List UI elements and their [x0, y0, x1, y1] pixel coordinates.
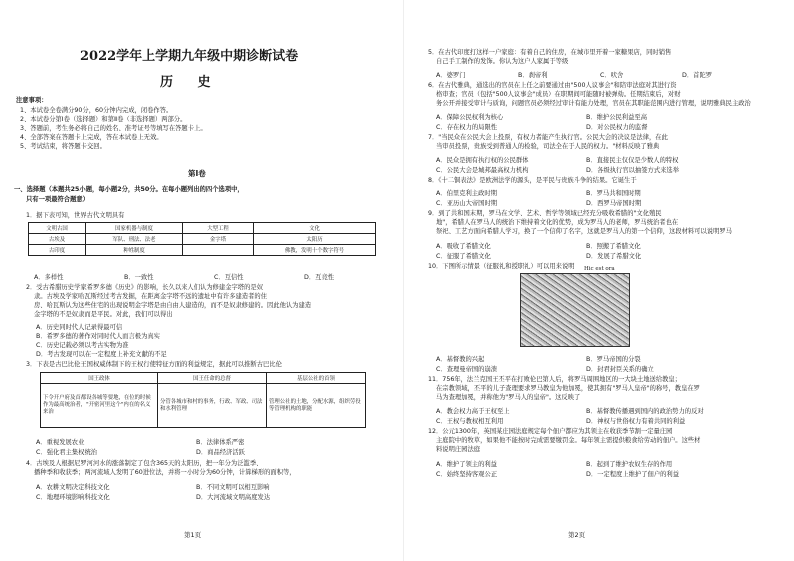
section-heading: 只有一项最符合题意）: [26, 196, 89, 203]
table-cell: 下令开户府及首都设各城等要地，在位的时候作为最高统治者，"开密河里这个"内在的名义来治: [41, 384, 158, 428]
table-cell: 分管各城市和村的事务，行政、军政、司法和水利管理: [158, 384, 267, 428]
exam-title: 2022学年上学期九年级中期诊断试卷: [80, 49, 299, 64]
table-cell: 管理公社的土地，分配水源，组织劳役等管理机构的职能: [267, 384, 366, 428]
table-cell: 军队、刑法、法老: [86, 234, 183, 245]
medieval-woodcut-image: [520, 273, 630, 347]
q1-stem: 1．据下表可知，世界古代文明具有: [26, 212, 125, 219]
q11-option-a: A．教会权力高于王权至上: [436, 408, 510, 415]
q3-option-b: B．法律体系严密: [196, 439, 245, 446]
q5-option-b: B．刹帝利: [518, 72, 548, 79]
q12-option-a: A．维护了领主的利益: [436, 461, 497, 468]
table-cell: 佛教，发明十个数字符号: [254, 245, 376, 256]
q8-option-d: D．西罗马帝国时期: [586, 200, 642, 207]
q7-option-c: C．公民大会是城邦最高权力机构: [436, 167, 529, 174]
q3-table: [40, 372, 366, 428]
q7-line: 7．"当民众在公民大会上投票，有权力者能产生执行官。公民大会的决议是法律，在此: [428, 134, 668, 141]
q7-line: 当审员投票，贵族受到普通人的检验，司法全在于人民的权力。"材料反映了雅典: [436, 143, 660, 150]
q3-option-a: A．重视发展农业: [36, 439, 85, 446]
q4-option-b: B．不同文明可以相互影响: [196, 484, 270, 491]
q6-option-a: A．保障公民权利为核心: [436, 114, 504, 121]
table-header: 大型工程: [183, 223, 254, 234]
q11-option-c: C．王权与教权相互利用: [436, 418, 504, 425]
q11-line: 马为查理加冕，并称他为"罗马人的皇帝"。这反映了: [436, 394, 581, 401]
q3-stem: 3．下表是古巴比伦王国权威体制下的王权行使特征方面的利益规定，据此可以推断古巴比伦: [26, 361, 282, 368]
q9-option-c: C．征服了希腊文化: [436, 253, 491, 260]
q9-line: 祭祀、工艺方面向希腊人学习，换了一个信仰了名字，这就是罗马人的第一个信仰，这段材料可以说明罗马: [436, 228, 732, 235]
page-divider: [403, 0, 404, 561]
q4-option-c: C．地理环境影响科技文化: [36, 494, 110, 501]
q2-option-d: D．考古发现可以在一定程度上补充文献的不足: [36, 351, 167, 358]
q12-line: 12．公元1300年，英国某庄园法庭规定每个佃户都应为其领主在收获季节割一定量庄园: [428, 428, 673, 435]
q7-option-b: B．直接民主仅仅是少数人的特权: [586, 157, 679, 164]
q4-line: 4．古埃及人根据尼罗河河水的涨落制定了包含365天的太阳历，把一年分为泛滥季、: [26, 460, 263, 467]
q6-line: 6．在古代雅典，通选出的官员在上任之前要通过由"500人议事会"和陪审法庭对其进行资: [428, 82, 677, 89]
q6-option-b: B．维护公民利益至高: [586, 114, 647, 121]
q5-line: 自己手工制作的发饰。你认为这户人家属于等级: [436, 58, 569, 65]
q10-option-d: D．封君封臣关系的确立: [586, 366, 654, 373]
figure-caption: Hic est ora: [584, 266, 615, 272]
q4-line: 播种季和收获季；两河流域人发明了60进位法，并将一小时分为60分钟，计算梯形的面积等，: [34, 469, 296, 476]
q1-option-a: A．多样性: [34, 274, 64, 281]
table-header: 国王政体: [41, 373, 158, 384]
q1-option-d: D．互竞性: [304, 274, 335, 281]
q5-option-d: D．首陀罗: [682, 72, 713, 79]
q6-line: 格审查；官员（包括"500人议事会"成员）在职期间可能随时被弹劾。任期结束后，对财: [436, 91, 681, 98]
q2-line: 房、哈瓦斯认为这些住宅的出现说明金字塔是由自由人建造的，而不是奴隶修建的。因此他认为建造: [34, 302, 312, 309]
q8-option-b: B．罗马共和国时期: [586, 190, 641, 197]
part-heading: 第Ⅰ卷: [188, 169, 206, 178]
table-cell: 太阳历: [254, 234, 376, 245]
q2-line: 2．受古希腊历史学家希罗多德《历史》的影响，长久以来人们认为修建金字塔的是奴: [26, 284, 263, 291]
q4-option-d: D．大河流域文明高度发达: [196, 494, 271, 501]
q8-option-c: C．亚历山大帝国时期: [436, 200, 498, 207]
q12-line: 料说明庄园法庭: [436, 446, 481, 453]
q6-option-c: C．存在权力的局限性: [436, 124, 498, 131]
notes-title: 注意事项：: [16, 97, 48, 104]
note-item: 2、本试卷分第Ⅰ卷（选择题）和第Ⅱ卷（非选择题）两部分。: [20, 116, 187, 123]
q11-line: 11．756年，法兰克国王丕平在打败伦巴第人后，将罗马周围地区的一大块土地送给教皇；: [428, 376, 682, 383]
q2-line: 金字塔的不是奴隶而是平民。对此，我们可以得出: [34, 311, 173, 318]
q12-option-c: C．始终坚持客观公正: [436, 471, 498, 478]
q11-option-b: B．基督教传播遇到国内的政治势力的反对: [586, 408, 704, 415]
table-header: 国王任命的总督: [158, 373, 267, 384]
q5-line: 5．在古代印度打这样一户家庭：有着自己的住房，在城市里开着一家糖果店，同时销售: [428, 49, 672, 56]
q9-option-a: A．吸收了希腊文化: [436, 243, 491, 250]
q2-option-b: B．希罗多德的著作对同时代人而言极为真实: [36, 333, 160, 340]
note-item: 4、全部答案在答题卡上完成，答在本试卷上无效。: [20, 134, 163, 141]
q6-option-d: D．对公民权力的监督: [586, 124, 648, 131]
q12-option-d: D．一定程度上维护了佃户的利益: [586, 471, 680, 478]
note-item: 5、考试结束，将答题卡交回。: [20, 143, 106, 150]
q1-option-c: C．互信性: [214, 274, 244, 281]
table-cell: 金字塔: [183, 234, 254, 245]
q9-line: 地"，希腊人在罗马人的统治下维持着文化的优势，成为罗马人的老师，罗马统治者也在: [436, 219, 679, 226]
table-cell: [183, 245, 254, 256]
table-cell: 古印度: [29, 245, 86, 256]
page-number: 第2页: [568, 531, 586, 539]
q5-option-c: C．吠舍: [600, 72, 624, 79]
table-header: 文化: [254, 223, 376, 234]
q8-line: 8．《十二铜表法》是欧洲法学的源头，是平民与贵族斗争的结果。它诞生于: [428, 177, 637, 184]
table-header: 基层公社的首领: [267, 373, 366, 384]
q3-option-d: D．商品经济活跃: [196, 449, 245, 456]
q12-option-b: B．起到了维护农奴生存的作用: [586, 461, 673, 468]
q4-option-a: A．农耕文明决定科技文化: [36, 484, 110, 491]
q12-line: 主庭院中的牧草，如果他不能按时完成需要缴罚金。每年领主需提供粮食给劳动的佃户。这些材: [436, 437, 701, 444]
q9-line: 9．到了共和国末期，罗马在文学、艺术、哲学等领域已经充分吸收希腊的"文化殖民: [428, 210, 662, 217]
q3-option-c: C．强化君主集权统治: [36, 449, 98, 456]
q2-option-a: A．历史同时代人记录得最可信: [36, 324, 123, 331]
note-item: 3、答题前，考生务必将自己的姓名、准考证号等填写在答题卡上。: [20, 125, 207, 132]
q10-stem: 10．下图所示情景（征服礼和授职礼）可以用来说明: [428, 263, 575, 270]
page-number: 第1页: [184, 531, 202, 539]
q7-option-d: D．各级执行官以抽签方式来选举: [586, 167, 680, 174]
q10-option-b: B．罗马帝国的分裂: [586, 356, 641, 363]
table-header: 国家机器与制度: [86, 223, 183, 234]
q1-option-b: B．一致性: [124, 274, 154, 281]
q11-line: 在宗教领域，丕平的儿子查理要求罗马教皇为他加冕，使其拥有"罗马人皇帝"的称号，教皇在罗: [436, 385, 700, 392]
q7-option-a: A．民众是拥有执行权的公民群体: [436, 157, 529, 164]
q2-line: 隶。古埃及学家哈瓦斯经过考古发掘，在距离金字塔不远的遗址中有许多建造者的住: [34, 293, 267, 300]
note-item: 1、本试卷全卷满分90分，60分钟内完成，闭卷作答。: [20, 107, 173, 114]
table-cell: 种姓制度: [86, 245, 183, 256]
table-header: 文明古国: [29, 223, 86, 234]
q5-option-a: A．婆罗门: [436, 72, 466, 79]
q9-option-b: B．照搬了希腊文化: [586, 243, 641, 250]
q6-line: 务公开并接受审计与质询，问题官员必须经过审计有能力处理，官员在其职能范围内进行管理，说明雅典民主政治: [436, 100, 751, 107]
section-heading: 一、选择题（本题共25小题，每小题2分，共50分。在每小题列出的四个选项中，: [14, 186, 244, 193]
q11-option-d: D．神权与世俗权力有着共同的利益: [586, 418, 686, 425]
q1-table: [28, 222, 376, 256]
q2-option-c: C．历史记载必须以考古实物为准: [36, 342, 129, 349]
exam-subject: 历 史: [160, 75, 221, 90]
q8-option-a: A．伯里克利主政时期: [436, 190, 497, 197]
q10-option-a: A．基督教的兴起: [436, 356, 485, 363]
table-cell: 古埃及: [29, 234, 86, 245]
q10-option-c: C．查理曼帝国的崩溃: [436, 366, 498, 373]
exam-page-2: [408, 0, 794, 561]
q9-option-d: D．发展了希腊文化: [586, 253, 642, 260]
